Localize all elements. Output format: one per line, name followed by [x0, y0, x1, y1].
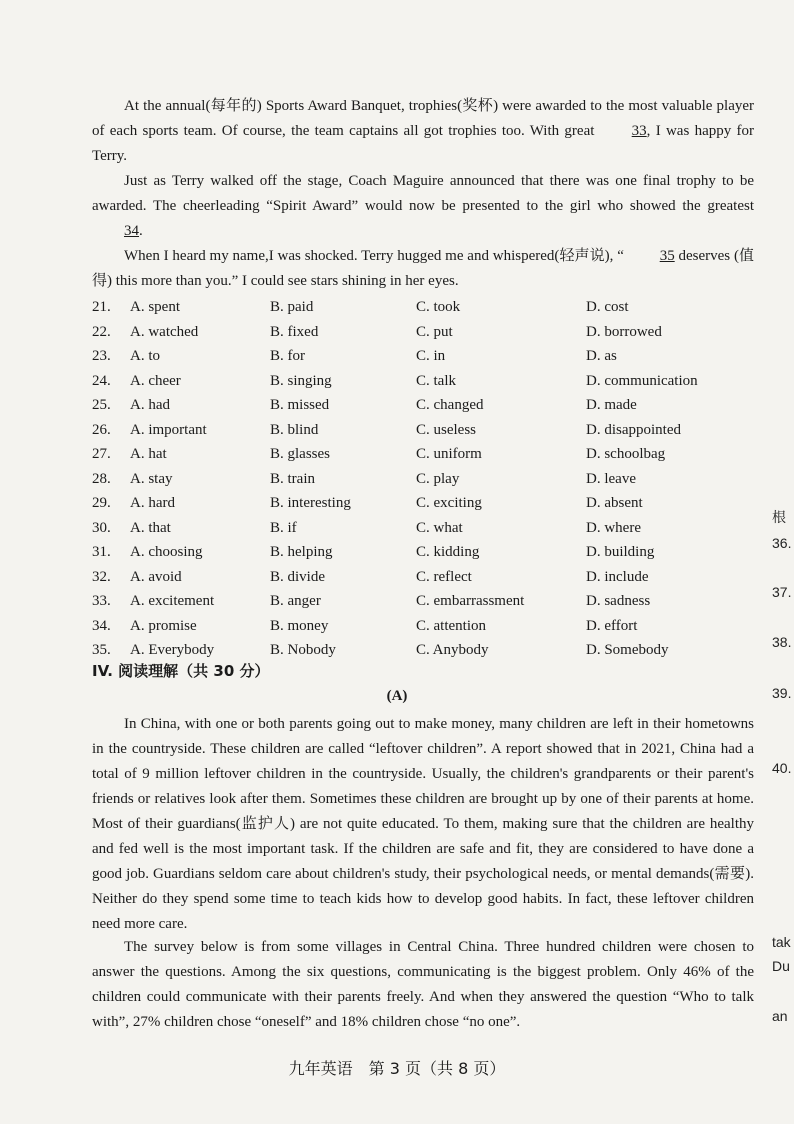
- option-b: B. helping: [270, 544, 333, 560]
- question-number: 33.: [92, 593, 111, 609]
- question-number: 27.: [92, 446, 111, 462]
- option-a: A. hard: [130, 495, 175, 511]
- question-number: 22.: [92, 323, 111, 340]
- option-c: C. talk: [416, 372, 456, 389]
- option-d: D. where: [586, 519, 641, 536]
- paragraph-banquet-end: , I was happy for Terry.: [92, 123, 754, 164]
- paragraph-spirit-award-end: .: [139, 223, 143, 239]
- option-b: B. if: [270, 519, 297, 536]
- option-row: [92, 540, 752, 565]
- option-c: C. uniform: [416, 446, 482, 462]
- option-b: B. paid: [270, 299, 314, 315]
- option-c: C. kidding: [416, 544, 480, 560]
- option-c: C. useless: [416, 421, 476, 438]
- option-row: [92, 369, 752, 394]
- margin-fragment: tak: [772, 934, 791, 950]
- option-b: B. Nobody: [270, 642, 336, 658]
- option-d: D. include: [586, 568, 649, 585]
- margin-fragment: 40.: [772, 760, 792, 776]
- option-b: B. interesting: [270, 495, 351, 511]
- option-row: [92, 344, 752, 369]
- option-row: [92, 565, 752, 590]
- option-a: A. important: [130, 421, 207, 438]
- option-a: A. hat: [130, 446, 167, 462]
- option-c: C. Anybody: [416, 642, 489, 658]
- option-a: A. cheer: [130, 372, 181, 389]
- option-row: [92, 442, 752, 467]
- margin-fragment: 36.: [772, 535, 792, 551]
- blank-35: 35: [659, 248, 675, 264]
- option-b: B. for: [270, 348, 305, 364]
- option-a: A. stay: [130, 470, 173, 487]
- option-a: A. that: [130, 519, 171, 536]
- paragraph-survey: The survey below is from some villages in Central China. Three hundred children were chosen to answer the questions. Among the six questions, communicating is the biggest problem. Only 46% of the children could communicate with their parents freely. And when they answered the question “Who to talk with”, 27% children chose “oneself” and 18% children chose “no one”.: [92, 939, 754, 1030]
- paragraph-shocked: [92, 244, 754, 294]
- option-c: C. embarrassment: [416, 593, 525, 609]
- option-row: [92, 491, 752, 516]
- option-a: A. spent: [130, 299, 180, 315]
- option-d: D. communication: [586, 372, 698, 389]
- option-row: [92, 320, 752, 345]
- option-row: [92, 467, 752, 492]
- margin-fragment: an: [772, 1008, 788, 1024]
- option-a: A. had: [130, 397, 170, 413]
- option-b: B. divide: [270, 568, 325, 585]
- option-a: A. excitement: [130, 593, 215, 609]
- option-row: [92, 614, 752, 639]
- question-number: 28.: [92, 470, 111, 487]
- option-row: [92, 418, 752, 443]
- question-number: 24.: [92, 372, 111, 389]
- question-number: 34.: [92, 617, 111, 634]
- option-b: B. fixed: [270, 323, 319, 340]
- option-d: D. sadness: [586, 593, 651, 609]
- option-d: D. disappointed: [586, 421, 681, 438]
- option-c: C. reflect: [416, 568, 472, 585]
- option-c: C. put: [416, 323, 453, 340]
- option-d: D. Somebody: [586, 642, 669, 658]
- option-b: B. glasses: [270, 446, 330, 462]
- option-c: C. play: [416, 470, 460, 487]
- option-a: A. promise: [130, 617, 197, 634]
- question-number: 29.: [92, 495, 111, 511]
- option-b: B. missed: [270, 397, 330, 413]
- option-b: B. train: [270, 470, 315, 487]
- page-footer: 九年英语 第 3 页（共 8 页）: [288, 1059, 506, 1078]
- paragraph-spirit-award-text: Just as Terry walked off the stage, Coach Maguire announced that there was one final trophy to be awarded. The cheerleading “Spirit Award” would now be presented to the girl who showed the greatest: [92, 173, 754, 214]
- margin-fragment: 37.: [772, 584, 792, 600]
- option-d: D. as: [586, 348, 617, 364]
- option-c: C. what: [416, 519, 463, 536]
- option-d: D. effort: [586, 617, 638, 634]
- option-b: B. blind: [270, 421, 319, 438]
- option-row: [92, 393, 752, 418]
- paragraph-leftover-children: In China, with one or both parents going out to make money, many children are left in their hometowns in the countryside. These children are called “leftover children”. A report showed that in 2021, China had a total of 9 million leftover children in the countryside. Usually, the children's grandparents or their parent's friends or relatives look after them. Sometimes these children are brought up by one of their parents at home. Most of their guardians(监护人) are not quite educated. To them, making sure that the children are healthy and fed well is the most important task. If the children are safe and fit, they are considered to have done a good job. Guardians seldom care about children's study, their psychological needs, or mental demands(需要). Neither do they spend some time to teach kids how to develop good habits. In fact, these leftover children need more care.: [92, 716, 754, 932]
- option-d: D. building: [586, 544, 655, 560]
- option-d: D. absent: [586, 495, 643, 511]
- option-c: C. in: [416, 348, 446, 364]
- option-a: A. Everybody: [130, 642, 215, 658]
- option-d: D. leave: [586, 470, 636, 487]
- question-number: 26.: [92, 421, 111, 438]
- margin-fragment: 39.: [772, 685, 792, 701]
- option-b: B. anger: [270, 593, 321, 609]
- question-number: 35.: [92, 642, 111, 658]
- section-heading: IV. 阅读理解（共 30 分）: [92, 662, 270, 680]
- margin-fragment: 38.: [772, 634, 792, 650]
- option-a: A. choosing: [130, 544, 203, 560]
- paragraph-banquet: [92, 94, 754, 169]
- paragraph-shocked-end: deserves (值得) this more than you.” I could see stars shining in her eyes.: [92, 248, 755, 289]
- option-c: C. took: [416, 299, 461, 315]
- option-d: D. made: [586, 397, 637, 413]
- option-d: D. cost: [586, 299, 629, 315]
- option-c: C. changed: [416, 397, 484, 413]
- option-b: B. singing: [270, 372, 332, 389]
- option-a: A. avoid: [130, 568, 182, 585]
- option-row: [92, 516, 752, 541]
- option-c: C. attention: [416, 617, 486, 634]
- blank-33: 33: [631, 123, 647, 139]
- blank-34: 34: [124, 223, 139, 239]
- margin-fragment: 根: [772, 509, 786, 525]
- option-b: B. money: [270, 617, 329, 634]
- option-row: [92, 638, 752, 663]
- option-d: D. borrowed: [586, 323, 662, 340]
- options-list: [92, 295, 752, 663]
- question-number: 23.: [92, 348, 111, 364]
- question-number: 32.: [92, 568, 111, 585]
- question-number: 21.: [92, 299, 111, 315]
- option-a: A. to: [130, 348, 160, 364]
- passage-label: (A): [386, 688, 408, 704]
- option-a: A. watched: [130, 323, 199, 340]
- question-number: 31.: [92, 544, 111, 560]
- question-number: 30.: [92, 519, 111, 536]
- option-row: [92, 589, 752, 614]
- option-c: C. exciting: [416, 495, 482, 511]
- option-d: D. schoolbag: [586, 446, 666, 462]
- paragraph-banquet-text: At the annual(每年的) Sports Award Banquet, trophies(奖杯) were awarded to the most valuable player of each sports team. Of course, the team captains all got trophies too. With great: [92, 98, 754, 139]
- paragraph-spirit-award: [92, 169, 754, 244]
- question-number: 25.: [92, 397, 111, 413]
- paragraph-shocked-text: When I heard my name,I was shocked. Terry hugged me and whispered(轻声说), “: [124, 248, 624, 264]
- margin-fragment: Du: [772, 958, 790, 974]
- option-row: [92, 295, 752, 320]
